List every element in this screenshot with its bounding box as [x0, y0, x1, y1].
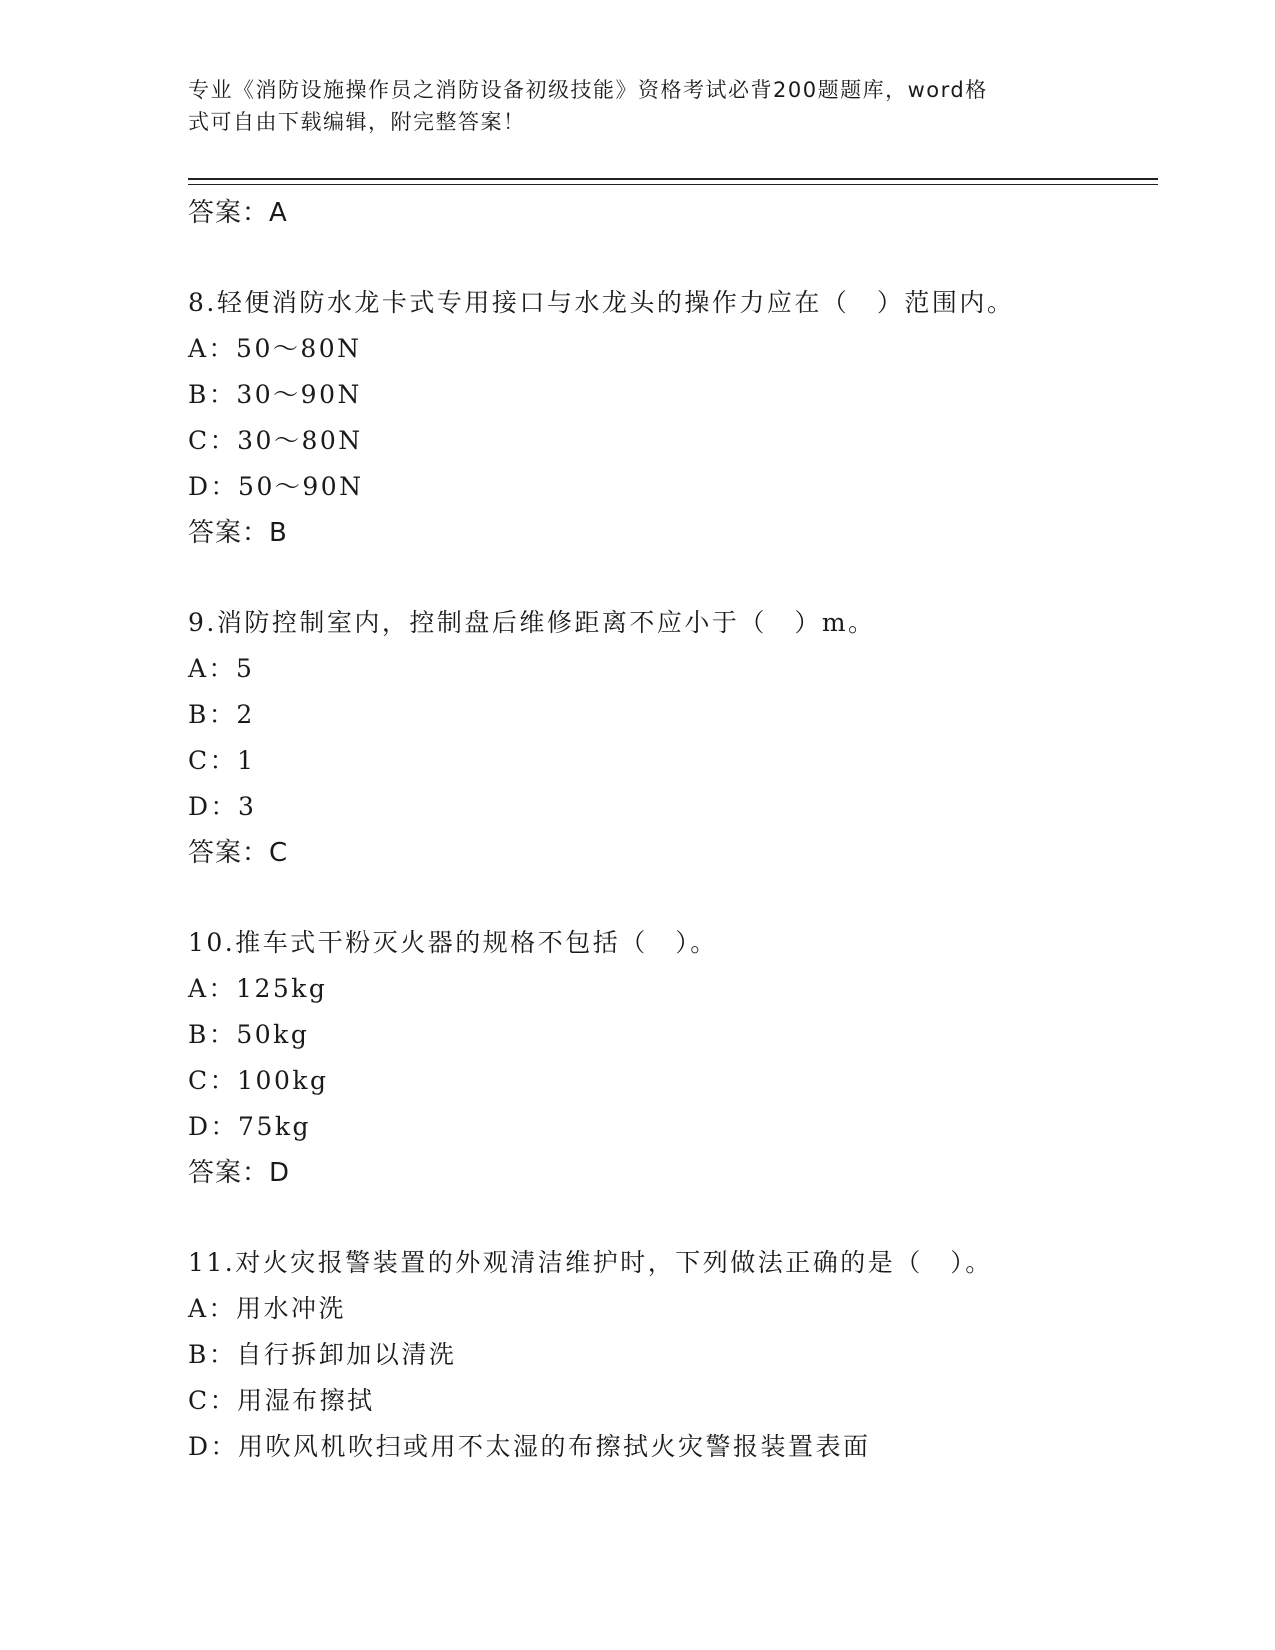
option-b: B：2 [188, 700, 255, 729]
option-c: C：30～80N [188, 426, 363, 455]
option-c: C：用湿布擦拭 [188, 1386, 375, 1415]
answer-line: 答案：A [188, 198, 288, 228]
option-a: A：50～80N [188, 334, 362, 363]
answer-line: 答案：B [188, 518, 288, 548]
page-header [188, 74, 1088, 138]
question-item [188, 600, 1148, 876]
option-d: D：75kg [188, 1112, 312, 1141]
option-a: A：5 [188, 654, 255, 683]
question-stem: 11.对火灾报警装置的外观清洁维护时，下列做法正确的是（ ）。 [188, 1248, 993, 1277]
answer-line: 答案：D [188, 1158, 291, 1188]
option-d: D：用吹风机吹扫或用不太湿的布擦拭火灾警报装置表面 [188, 1432, 871, 1461]
option-b: B：30～90N [188, 380, 362, 409]
option-d: D：50～90N [188, 472, 364, 501]
option-a: A：用水冲洗 [188, 1294, 347, 1323]
question-list [188, 190, 1148, 1470]
question-stem: 9.消防控制室内，控制盘后维修距离不应小于（ ）m。 [188, 608, 876, 637]
option-a: A：125kg [188, 974, 328, 1003]
option-d: D：3 [188, 792, 257, 821]
header-title-line-2: 式可自由下载编辑，附完整答案！ [188, 110, 526, 134]
option-b: B：50kg [188, 1020, 310, 1049]
option-c: C：100kg [188, 1066, 329, 1095]
question-item [188, 920, 1148, 1196]
option-b: B：自行拆卸加以清洗 [188, 1340, 457, 1369]
header-divider-thin [188, 184, 1158, 185]
question-item [188, 280, 1148, 556]
header-divider-thick [188, 178, 1158, 180]
question-item [188, 1240, 1148, 1470]
answer-line: 答案：C [188, 838, 289, 868]
header-title-line-1: 专业《消防设施操作员之消防设备初级技能》资格考试必背200题题库，word格 [188, 78, 988, 102]
question-stem: 10.推车式干粉灭火器的规格不包括（ ）。 [188, 928, 718, 957]
option-c: C：1 [188, 746, 256, 775]
question-stem: 8.轻便消防水龙卡式专用接口与水龙头的操作力应在（ ）范围内。 [188, 288, 1015, 317]
